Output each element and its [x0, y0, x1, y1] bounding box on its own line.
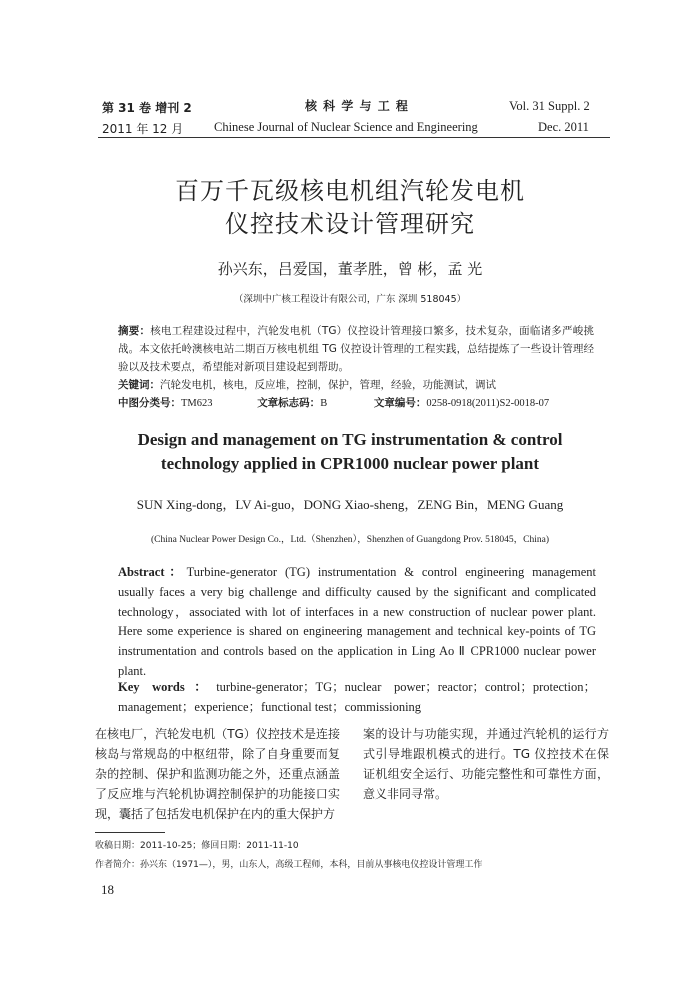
header-journal-en: Chinese Journal of Nuclear Science and Engineering [214, 120, 478, 134]
footnote-dates: 收稿日期：2011-10-25；修回日期：2011-11-10 [95, 841, 299, 851]
title-en-line1: Design and management on TG instrumentation & control [137, 430, 563, 449]
header-rule [98, 137, 610, 138]
body-column-right: 案的设计与功能实现，并通过汽轮机的运行方式引导堆跟机模式的进行。TG 仪控技术在保证机组安全运行、功能完整性和可靠性方面，意义非同寻常。 [363, 727, 609, 801]
body-column-left: 在核电厂，汽轮发电机（TG）仪控技术是连接核岛与常规岛的中枢纽带，除了自身重要而复杂的控制、保护和监测功能之外，还重点涵盖了反应堆与汽轮机协调控制保护的功能接口实现，囊括了包括发电机保护在内的重大保护方 [95, 727, 340, 821]
title-cn-line1: 百万千瓦级核电机组汽轮发电机 [175, 177, 525, 205]
doc-code-value: B [320, 398, 328, 409]
header-volume-cn: 第 31 卷 增刊 2 [102, 101, 192, 115]
abstract-cn [118, 322, 594, 376]
header-date-en: Dec. 2011 [538, 120, 589, 134]
classification-row [118, 394, 594, 413]
clc-label: 中图分类号： [118, 397, 181, 409]
footnote-author-bio: 作者简介：孙兴东（1971—），男，山东人，高级工程师，本科，目前从事核电仪控设计管理工作 [95, 860, 483, 870]
abstract-cn-label: 摘要： [118, 325, 151, 337]
abstract-en-label: Abstract： [118, 565, 187, 579]
keywords-en-label: Key words： [118, 680, 217, 694]
abstract-en [118, 563, 596, 682]
clc-value: TM623 [181, 398, 213, 409]
affiliation-en: (China Nuclear Power Design Co.，Ltd.（Shenzhen），Shenzhen of Guangdong Prov. 518045，China) [150, 535, 550, 545]
page-number: 18 [101, 882, 114, 897]
abstract-en-text: Turbine-generator (TG) instrumentation & control engineering management usually faces a very big challenge and difficulty caused by the significant and complicated technology，associated with lot of interfaces in a new construction of nuclear power plant. Here some experience is shared on engineering management and technical key-points of TG instrumentation and controls based on the application in Ling Ao Ⅱ CPR1000 nuclear power plant. [118, 565, 596, 678]
header-journal-cn: 核 科 学 与 工 程 [305, 99, 409, 113]
affiliation-cn: （深圳中广核工程设计有限公司，广东 深圳 518045） [233, 294, 467, 305]
authors-cn: 孙兴东，吕爱国，董孝胜，曾 彬，孟 光 [217, 260, 483, 278]
authors-en: SUN Xing-dong，LV Ai-guo，DONG Xiao-sheng，ZENG Bin，MENG Guang [136, 497, 564, 512]
article-no-label: 文章编号： [373, 397, 427, 409]
footnote-rule [95, 832, 165, 833]
abstract-cn-text: 核电工程建设过程中，汽轮发电机（TG）仪控设计管理接口繁多，技术复杂，面临诸多严峻挑战。本文依托岭澳核电站二期百万核电机组 TG 仪控设计管理的工程实践，总结提炼了一些设计管理经验以及技术要点，希望能对新项目建设起到帮助。 [118, 325, 594, 373]
keywords-cn-text: 汽轮发电机，核电，反应堆，控制，保护，管理，经验，功能测试，调试 [160, 379, 496, 391]
keywords-en [118, 678, 596, 718]
doc-code-label: 文章标志码： [257, 397, 321, 409]
keywords-cn-label: 关键词： [118, 379, 160, 391]
title-en-line2: technology applied in CPR1000 nuclear power plant [160, 454, 540, 473]
header-volume-en: Vol. 31 Suppl. 2 [509, 99, 590, 113]
keywords-en-text: turbine-generator；TG；nuclear power；reactor；control；protection；management；experience；functional test；commissioning [118, 680, 596, 714]
title-cn-line2: 仪控技术设计管理研究 [225, 210, 475, 238]
article-no-value: 0258-0918(2011)S2-0018-07 [426, 398, 550, 409]
keywords-cn [118, 376, 594, 394]
header-date-cn: 2011 年 12 月 [102, 122, 184, 136]
